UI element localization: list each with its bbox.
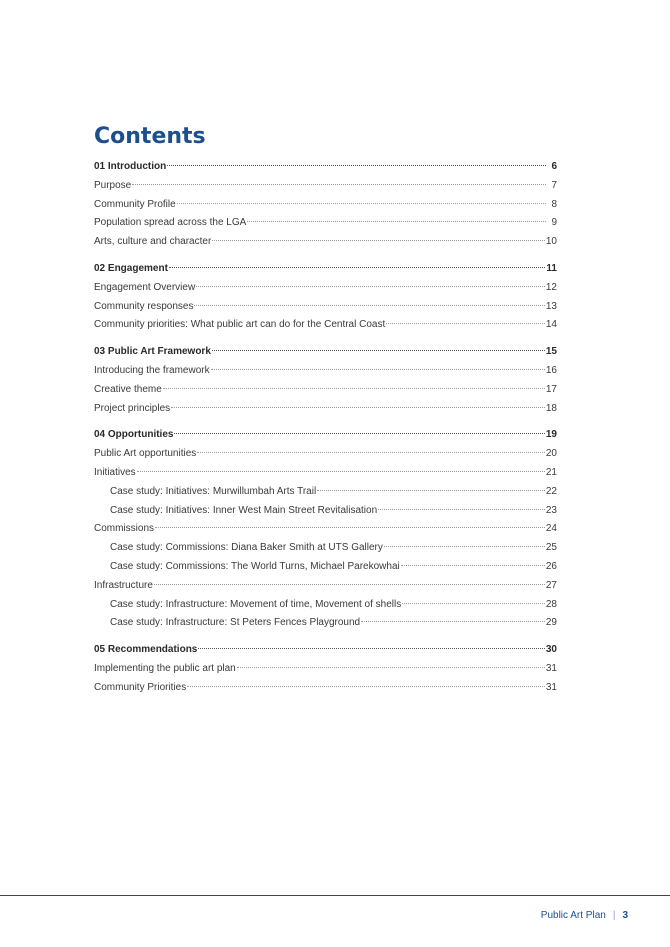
- toc-dot-leader: [171, 407, 545, 408]
- toc-entry-label: Introducing the framework: [94, 364, 210, 376]
- footer-separator: |: [612, 910, 616, 921]
- toc-entry[interactable]: [94, 298, 557, 317]
- toc-subentry[interactable]: [94, 483, 557, 502]
- toc-entry-label: Population spread across the LGA: [94, 217, 247, 229]
- toc-entry-label: 04 Opportunities: [94, 429, 174, 441]
- toc-entry-label: Community Priorities: [94, 681, 187, 693]
- toc-subentry[interactable]: [94, 558, 557, 577]
- footer-document-title: Public Art Plan: [540, 910, 606, 921]
- toc-section-entry[interactable]: [94, 260, 557, 279]
- toc-dot-leader: [386, 323, 545, 324]
- toc-entry-label: Community Profile: [94, 198, 176, 210]
- toc-entry-label: Case study: Initiatives: Inner West Main Street Revitalisation: [110, 504, 378, 516]
- toc-entry-page-number: 18: [545, 402, 557, 414]
- toc-entry-page-number: 19: [545, 429, 557, 441]
- toc-entry-page-number: 26: [545, 560, 557, 572]
- toc-entry-label: 01 Introduction: [94, 161, 167, 172]
- toc-dot-leader: [212, 240, 545, 241]
- toc-dot-leader: [177, 203, 546, 204]
- toc-entry-label: Project principles: [94, 402, 171, 414]
- toc-entry-page-number: 12: [545, 281, 557, 293]
- toc-dot-leader: [167, 165, 546, 166]
- toc-subentry[interactable]: [94, 502, 557, 521]
- toc-dot-leader: [154, 584, 545, 585]
- toc-entry-label: Case study: Infrastructure: St Peters Fences Playground: [110, 617, 361, 629]
- toc-entry-page-number: 17: [545, 383, 557, 395]
- toc-entry-label: Case study: Commissions: The World Turns, Michael Parekowhai: [110, 560, 400, 572]
- footer-page-number: 3: [622, 910, 628, 921]
- toc-entry-page-number: 31: [545, 681, 557, 693]
- toc-dot-leader: [155, 527, 545, 528]
- toc-dot-leader: [174, 433, 544, 434]
- toc-dot-leader: [196, 286, 545, 287]
- toc-entry-label: Case study: Infrastructure: Movement of time, Movement of shells: [110, 598, 402, 610]
- toc-entry-label: Infrastructure: [94, 579, 153, 591]
- toc-entry-page-number: 20: [545, 448, 557, 460]
- toc-section-entry[interactable]: [94, 158, 557, 177]
- toc-entry-label: Creative theme: [94, 383, 162, 395]
- toc-dot-leader: [237, 667, 545, 668]
- toc-entry-page-number: 15: [545, 346, 557, 358]
- toc-section-entry[interactable]: [94, 343, 557, 362]
- toc-dot-leader: [169, 267, 546, 268]
- toc-entry-page-number: 23: [545, 504, 557, 516]
- toc-subentry[interactable]: [94, 596, 557, 615]
- toc-entry[interactable]: [94, 520, 557, 539]
- toc-entry-page-number: 10: [545, 236, 557, 248]
- toc-subentry[interactable]: [94, 614, 557, 633]
- toc-dot-leader: [197, 452, 545, 453]
- toc-entry[interactable]: [94, 400, 557, 419]
- toc-entry[interactable]: [94, 362, 557, 381]
- toc-entry[interactable]: [94, 316, 557, 335]
- toc-entry-page-number: 22: [545, 485, 557, 497]
- toc-entry-label: 05 Recommendations: [94, 644, 198, 656]
- toc-entry-page-number: 13: [545, 300, 557, 312]
- toc-dot-leader: [163, 388, 545, 389]
- page-footer: [541, 909, 628, 923]
- toc-dot-leader: [198, 648, 545, 649]
- toc-entry-page-number: 25: [545, 542, 557, 554]
- toc-dot-leader: [211, 369, 545, 370]
- toc-dot-leader: [317, 490, 545, 491]
- toc-dot-leader: [384, 546, 545, 547]
- footer-divider: [0, 895, 670, 896]
- page-title: Contents: [94, 124, 206, 149]
- toc-dot-leader: [361, 621, 545, 622]
- table-of-contents: [94, 158, 557, 698]
- toc-entry-page-number: 27: [545, 579, 557, 591]
- toc-entry[interactable]: [94, 233, 557, 252]
- toc-dot-leader: [378, 509, 545, 510]
- toc-entry-label: Community responses: [94, 300, 194, 312]
- toc-entry-label: Public Art opportunities: [94, 448, 197, 460]
- toc-entry[interactable]: [94, 464, 557, 483]
- toc-entry-page-number: 16: [545, 364, 557, 376]
- toc-entry-label: Purpose: [94, 179, 132, 191]
- toc-entry[interactable]: [94, 660, 557, 679]
- toc-subentry[interactable]: [94, 539, 557, 558]
- toc-entry-label: 02 Engagement: [94, 262, 168, 274]
- toc-entry-label: Case study: Initiatives: Murwillumbah Arts Trail: [110, 485, 317, 497]
- toc-entry[interactable]: [94, 214, 557, 233]
- toc-entry-label: Case study: Commissions: Diana Baker Smith at UTS Gallery: [110, 542, 383, 554]
- toc-entry[interactable]: [94, 445, 557, 464]
- toc-dot-leader: [187, 686, 545, 687]
- toc-entry-page-number: 29: [545, 617, 557, 629]
- toc-entry-label: Community priorities: What public art can do for the Central Coast: [94, 319, 386, 331]
- toc-entry-label: Initiatives: [94, 466, 136, 478]
- toc-entry-page-number: 30: [545, 644, 557, 656]
- toc-dot-leader: [132, 184, 546, 185]
- toc-entry-label: Arts, culture and character: [94, 236, 212, 248]
- toc-entry-page-number: 9: [551, 217, 557, 229]
- toc-dot-leader: [401, 565, 545, 566]
- toc-section-entry[interactable]: [94, 641, 557, 660]
- toc-entry-label: 03 Public Art Framework: [94, 346, 211, 358]
- toc-section-entry[interactable]: [94, 426, 557, 445]
- toc-dot-leader: [194, 305, 544, 306]
- toc-entry-page-number: 21: [545, 466, 557, 478]
- toc-dot-leader: [212, 350, 545, 351]
- toc-entry-label: Engagement Overview: [94, 281, 196, 293]
- toc-entry-label: Implementing the public art plan: [94, 662, 236, 674]
- toc-entry-page-number: 6: [551, 161, 557, 172]
- toc-entry-page-number: 8: [551, 198, 557, 210]
- toc-entry[interactable]: [94, 177, 557, 196]
- toc-dot-leader: [402, 603, 545, 604]
- toc-entry[interactable]: [94, 196, 557, 215]
- toc-entry-page-number: 24: [545, 523, 557, 535]
- toc-entry-page-number: 7: [551, 179, 557, 191]
- toc-entry[interactable]: [94, 279, 557, 298]
- toc-entry[interactable]: [94, 679, 557, 698]
- toc-entry-page-number: 14: [545, 319, 557, 331]
- toc-entry-page-number: 28: [545, 598, 557, 610]
- toc-entry[interactable]: [94, 381, 557, 400]
- toc-entry[interactable]: [94, 577, 557, 596]
- toc-dot-leader: [137, 471, 545, 472]
- toc-entry-page-number: 11: [546, 262, 557, 274]
- toc-entry-page-number: 31: [545, 662, 557, 674]
- toc-dot-leader: [247, 221, 546, 222]
- toc-entry-label: Commissions: [94, 523, 155, 535]
